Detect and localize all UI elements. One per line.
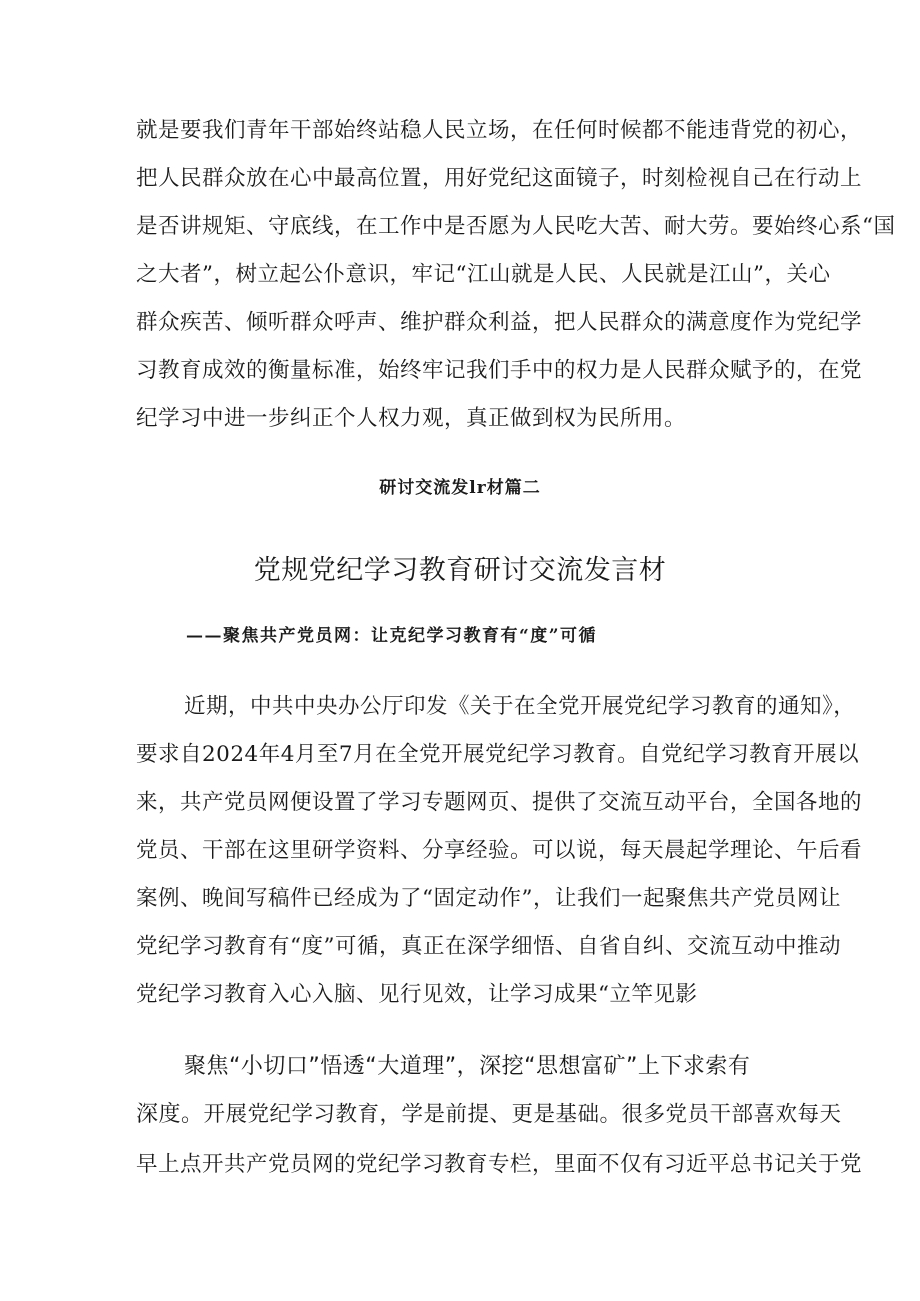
paragraph-1-line-6: 习教育成效的衡量标准，始终牢记我们手中的权力是人民群众赋予的，在党 (136, 358, 863, 383)
document-subtitle: ——聚焦共产党员网：让克纪学习教育有“度”可循 (186, 626, 598, 646)
document-title: 党规党纪学习教育研讨交流发言材 (253, 555, 667, 586)
paragraph-2-line-1: 近期，中共中央办公厅印发《关于在全党开展党纪学习教育的通知》， (184, 694, 856, 719)
paragraph-3-heading-line: 聚焦“小切口”悟透“大道理”，深挖“思想富矿”上下求索有 (184, 1054, 751, 1079)
paragraph-1-line-2: 把人民群众放在心中最高位置，用好党纪这面镜子，时刻检视自己在行动上 (136, 166, 863, 191)
paragraph-3-heading-tail: 深度。 (136, 1102, 204, 1127)
paragraph-2-line-6: 党纪学习教育有“度”可循，真正在深学细悟、自省自纠、交流互动中推动 (136, 934, 841, 959)
section-title: 研讨交流发lr材篇二 (379, 478, 541, 498)
paragraph-2-line-3: 来，共产党员网便设置了学习专题网页、提供了交流互动平台，全国各地的 (136, 790, 863, 815)
paragraph-2-line-5: 案例、晚间写稿件已经成为了“固定动作”，让我们一起聚焦共产党员网让 (136, 886, 841, 911)
paragraph-1-line-4: 之大者”，树立起公仆意识，牢记“江山就是人民、人民就是江山”，关心 (136, 262, 831, 287)
paragraph-1-line-7: 纪学习中进一步纠正个人权力观，真正做到权为民所用。 (136, 406, 687, 431)
paragraph-2-line-2: 要求自2024年4月至7月在全党开展党纪学习教育。自党纪学习教育开展以 (136, 742, 860, 767)
paragraph-3-line-2 (136, 1100, 842, 1130)
paragraph-1-line-3: 是否讲规矩、守底线，在工作中是否愿为人民吃大苦、耐大劳。要始终心系“国 (136, 214, 896, 239)
paragraph-2-line-4: 党员、干部在这里研学资料、分享经验。可以说，每天晨起学理论、午后看 (136, 838, 863, 863)
paragraph-1-line-1: 就是要我们青年干部始终站稳人民立场，在任何时候都不能违背党的初心， (136, 118, 863, 143)
paragraph-3-line-3: 早上点开共产党员网的党纪学习教育专栏，里面不仅有习近平总书记关于党 (136, 1152, 863, 1177)
paragraph-1-line-5: 群众疾苦、倾听群众呼声、维护群众利益，把人民群众的满意度作为党纪学 (136, 310, 863, 335)
paragraph-3-line-2-text: 开展党纪学习教育，学是前提、更是基础。很多党员干部喜欢每天 (203, 1102, 842, 1127)
paragraph-2-line-7: 党纪学习教育入心入脑、见行见效，让学习成果“立竿见影 (136, 982, 698, 1007)
